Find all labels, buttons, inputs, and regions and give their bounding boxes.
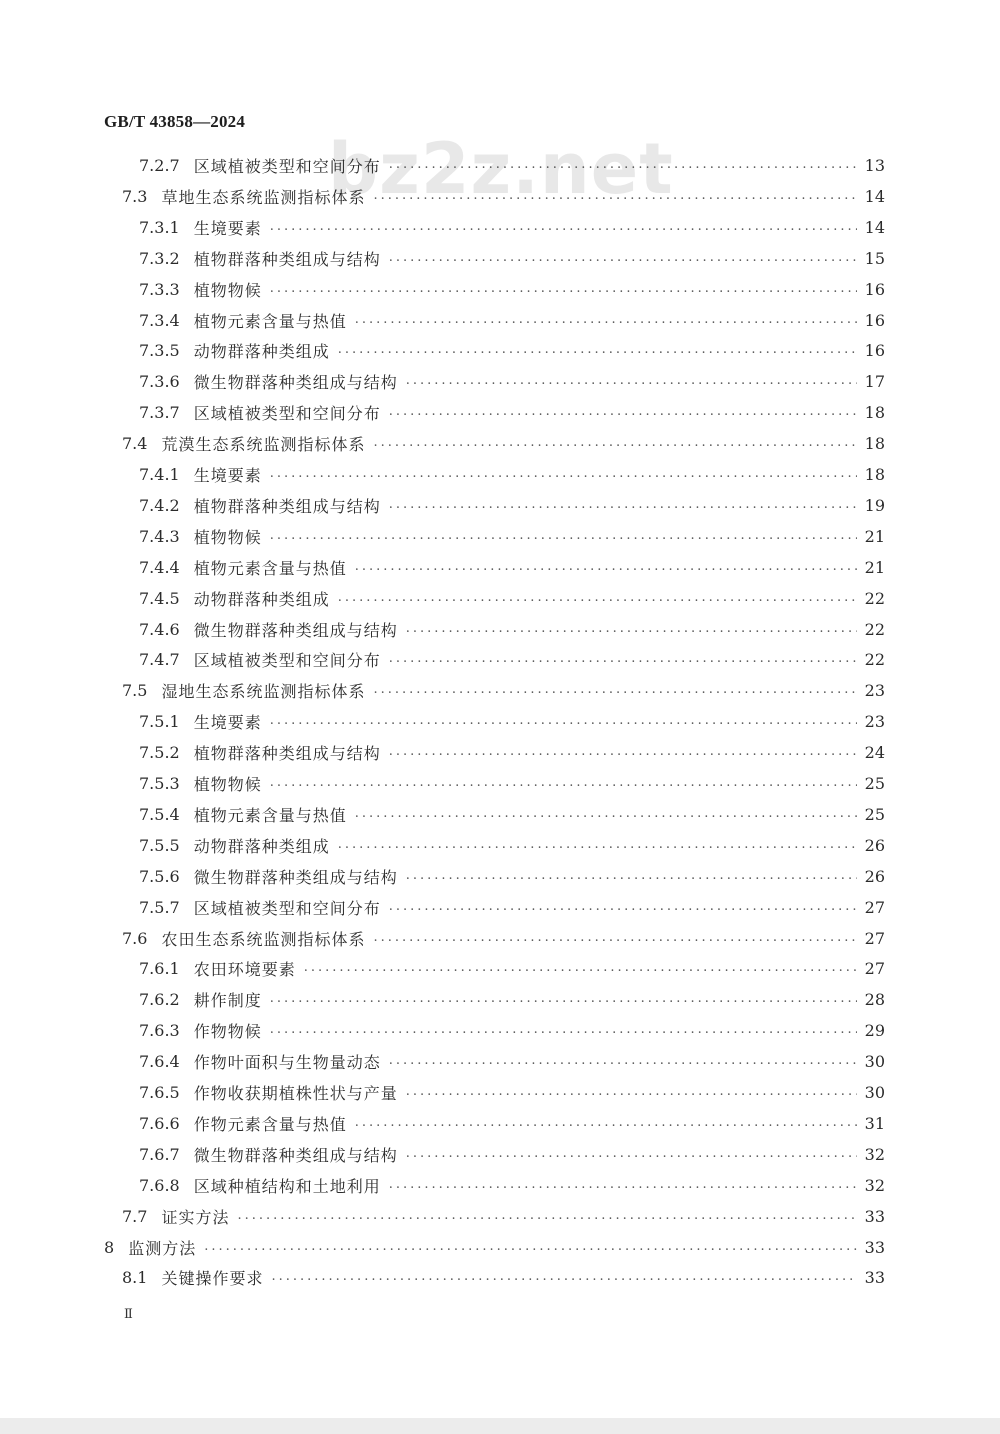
toc-entry-page: 26: [864, 835, 885, 855]
toc-entry-number: 7.3.5: [139, 340, 180, 360]
toc-entry[interactable]: [122, 1264, 885, 1290]
toc-entry-page: 27: [864, 928, 885, 948]
toc-entry-title: 生境要素: [193, 712, 262, 732]
toc-leader-dots: [389, 399, 857, 425]
toc-entry-title: 生境要素: [193, 465, 262, 485]
toc-entry-number: 7.2.7: [139, 155, 180, 175]
toc-entry-title: 作物物候: [193, 1021, 262, 1041]
toc-leader-dots: [406, 863, 857, 889]
toc-entry[interactable]: [122, 1203, 885, 1229]
toc-entry-page: 23: [864, 680, 885, 700]
toc-leader-dots: [304, 955, 857, 981]
toc-entry-title: 区域植被类型和空间分布: [193, 898, 381, 918]
toc-entry-page: 26: [864, 866, 885, 886]
toc-entry[interactable]: [139, 708, 885, 734]
toc-entry-number: 7.5.1: [139, 711, 180, 731]
toc-entry-page: 14: [864, 217, 885, 237]
toc-leader-dots: [389, 245, 857, 271]
toc-entry-page: 25: [864, 804, 885, 824]
toc-entry-page: 27: [864, 958, 885, 978]
toc-entry-number: 7.3.3: [139, 279, 180, 299]
toc-leader-dots: [406, 1079, 857, 1105]
toc-entry[interactable]: [139, 307, 885, 333]
toc-entry-page: 25: [864, 773, 885, 793]
toc-leader-dots: [373, 925, 857, 951]
viewer-bottom-bar: [0, 1418, 1000, 1434]
toc-leader-dots: [373, 183, 857, 209]
toc-entry[interactable]: [139, 832, 885, 858]
toc-entry[interactable]: [139, 616, 885, 642]
toc-entry-number: 7.6.6: [139, 1113, 180, 1133]
page-number-footer: Ⅱ: [124, 1306, 133, 1321]
toc-leader-dots: [389, 1048, 857, 1074]
toc-leader-dots: [373, 430, 857, 456]
toc-leader-dots: [406, 616, 857, 642]
toc-entry-title: 湿地生态系统监测指标体系: [161, 681, 366, 701]
toc-entry-number: 7.4.5: [139, 588, 180, 608]
toc-entry-title: 区域植被类型和空间分布: [193, 403, 381, 423]
toc-entry-number: 7.3.7: [139, 402, 180, 422]
toc-leader-dots: [355, 554, 857, 580]
toc-entry[interactable]: [122, 925, 885, 951]
toc-entry-title: 植物群落种类组成与结构: [193, 496, 381, 516]
toc-entry[interactable]: [122, 183, 885, 209]
toc-entry[interactable]: [139, 1079, 885, 1105]
toc-leader-dots: [270, 523, 857, 549]
toc-entry-page: 23: [864, 711, 885, 731]
standard-number-header: GB/T 43858—2024: [104, 112, 246, 131]
toc-entry[interactable]: [139, 863, 885, 889]
toc-entry-page: 21: [864, 526, 885, 546]
toc-entry-page: 28: [864, 989, 885, 1009]
toc-entry-title: 耕作制度: [193, 990, 262, 1010]
toc-entry-title: 微生物群落种类组成与结构: [193, 867, 398, 887]
toc-entry[interactable]: [139, 399, 885, 425]
toc-entry-title: 区域植被类型和空间分布: [193, 156, 381, 176]
toc-leader-dots: [355, 1110, 857, 1136]
toc-entry[interactable]: [139, 1172, 885, 1198]
toc-entry-title: 植物物候: [193, 527, 262, 547]
toc-entry-number: 7.4: [122, 433, 148, 453]
toc-entry-title: 区域种植结构和土地利用: [193, 1176, 381, 1196]
toc-entry[interactable]: [139, 276, 885, 302]
toc-entry-page: 16: [864, 310, 885, 330]
toc-entry-page: 13: [864, 155, 885, 175]
toc-entry-page: 24: [864, 742, 885, 762]
toc-entry-page: 29: [864, 1020, 885, 1040]
toc-entry-page: 33: [864, 1267, 885, 1287]
toc-entry-title: 作物元素含量与热值: [193, 1114, 347, 1134]
toc-entry-page: 30: [864, 1082, 885, 1102]
toc-entry-number: 7.3.6: [139, 371, 180, 391]
toc-leader-dots: [389, 739, 857, 765]
toc-entry-number: 7.6.5: [139, 1082, 180, 1102]
toc-leader-dots: [389, 152, 857, 178]
toc-entry-number: 7.5.3: [139, 773, 180, 793]
toc-entry-number: 8: [104, 1237, 115, 1257]
toc-entry-number: 7.4.6: [139, 619, 180, 639]
toc-leader-dots: [373, 677, 857, 703]
toc-leader-dots: [270, 986, 857, 1012]
toc-entry-title: 作物收获期植株性状与产量: [193, 1083, 398, 1103]
toc-leader-dots: [270, 214, 857, 240]
toc-entry-number: 7.4.1: [139, 464, 180, 484]
toc-leader-dots: [338, 832, 857, 858]
toc-entry-title: 微生物群落种类组成与结构: [193, 1145, 398, 1165]
toc-leader-dots: [270, 1017, 857, 1043]
toc-entry-title: 微生物群落种类组成与结构: [193, 620, 398, 640]
toc-entry-number: 7.6: [122, 928, 148, 948]
toc-entry[interactable]: [139, 1017, 885, 1043]
toc-entry-page: 32: [864, 1144, 885, 1164]
toc-entry-number: 7.6.8: [139, 1175, 180, 1195]
toc-entry-page: 32: [864, 1175, 885, 1195]
toc-entry-number: 7.5.4: [139, 804, 180, 824]
watermark: bz2z.net: [328, 128, 674, 210]
toc-entry-title: 荒漠生态系统监测指标体系: [161, 434, 366, 454]
toc-leader-dots: [237, 1203, 857, 1229]
toc-leader-dots: [338, 585, 857, 611]
toc-entry-number: 7.5.2: [139, 742, 180, 762]
toc-entry-page: 16: [864, 279, 885, 299]
toc-entry-page: 27: [864, 897, 885, 917]
toc-entry[interactable]: [139, 368, 885, 394]
toc-leader-dots: [270, 461, 857, 487]
toc-entry-title: 动物群落种类组成: [193, 341, 330, 361]
toc-entry-number: 7.4.2: [139, 495, 180, 515]
toc-entry-title: 证实方法: [161, 1207, 230, 1227]
toc-entry-page: 18: [864, 433, 885, 453]
toc-entry[interactable]: [139, 1110, 885, 1136]
toc-entry-page: 14: [864, 186, 885, 206]
toc-entry-title: 动物群落种类组成: [193, 589, 330, 609]
toc-leader-dots: [204, 1234, 857, 1260]
toc-entry-title: 植物元素含量与热值: [193, 311, 347, 331]
toc-entry-number: 7.6.2: [139, 989, 180, 1009]
toc-entry[interactable]: [139, 214, 885, 240]
toc-entry-page: 19: [864, 495, 885, 515]
toc-entry-page: 21: [864, 557, 885, 577]
toc-leader-dots: [389, 646, 857, 672]
toc-entry-number: 7.6.3: [139, 1020, 180, 1040]
toc-entry-page: 15: [864, 248, 885, 268]
toc-entry-number: 7.5.7: [139, 897, 180, 917]
toc-entry-title: 植物群落种类组成与结构: [193, 743, 381, 763]
toc-entry-number: 8.1: [122, 1267, 148, 1287]
toc-entry-page: 16: [864, 340, 885, 360]
toc-entry[interactable]: [139, 523, 885, 549]
toc-leader-dots: [389, 894, 857, 920]
toc-entry-number: 7.3: [122, 186, 148, 206]
toc-entry-page: 31: [864, 1113, 885, 1133]
toc-entry-number: 7.5.6: [139, 866, 180, 886]
toc-entry-page: 33: [864, 1206, 885, 1226]
toc-entry-title: 作物叶面积与生物量动态: [193, 1052, 381, 1072]
toc-leader-dots: [271, 1264, 857, 1290]
toc-entry[interactable]: [139, 894, 885, 920]
toc-entry[interactable]: [139, 646, 885, 672]
toc-leader-dots: [270, 708, 857, 734]
toc-entry-title: 关键操作要求: [161, 1268, 264, 1288]
toc-leader-dots: [406, 1141, 857, 1167]
toc-entry-title: 植物元素含量与热值: [193, 805, 347, 825]
toc-entry[interactable]: [139, 492, 885, 518]
toc-entry-number: 7.5.5: [139, 835, 180, 855]
toc-leader-dots: [338, 337, 857, 363]
toc-entry-number: 7.7: [122, 1206, 148, 1226]
toc-entry[interactable]: [139, 245, 885, 271]
toc-entry[interactable]: [139, 337, 885, 363]
toc-entry-number: 7.6.4: [139, 1051, 180, 1071]
toc-entry-number: 7.6.1: [139, 958, 180, 978]
toc-entry-number: 7.5: [122, 680, 148, 700]
toc-entry[interactable]: [122, 430, 885, 456]
toc-entry-number: 7.3.2: [139, 248, 180, 268]
toc-entry-number: 7.4.3: [139, 526, 180, 546]
toc-entry-title: 植物元素含量与热值: [193, 558, 347, 578]
toc-entry-title: 植物物候: [193, 280, 262, 300]
toc-entry-page: 33: [864, 1237, 885, 1257]
toc-entry[interactable]: [139, 1048, 885, 1074]
toc-leader-dots: [406, 368, 857, 394]
toc-entry[interactable]: [139, 152, 885, 178]
toc-entry[interactable]: [122, 677, 885, 703]
toc-entry-title: 微生物群落种类组成与结构: [193, 372, 398, 392]
toc-leader-dots: [270, 276, 857, 302]
toc-entry[interactable]: [104, 1234, 885, 1260]
toc-entry-title: 植物群落种类组成与结构: [193, 249, 381, 269]
toc-leader-dots: [355, 307, 857, 333]
toc-entry-page: 30: [864, 1051, 885, 1071]
toc-entry[interactable]: [139, 461, 885, 487]
toc-entry-number: 7.4.7: [139, 649, 180, 669]
toc-entry-number: 7.6.7: [139, 1144, 180, 1164]
toc-entry-number: 7.3.1: [139, 217, 180, 237]
toc-entry-title: 区域植被类型和空间分布: [193, 650, 381, 670]
toc-entry[interactable]: [139, 585, 885, 611]
toc-entry[interactable]: [139, 986, 885, 1012]
toc-leader-dots: [355, 801, 857, 827]
toc-entry-number: 7.4.4: [139, 557, 180, 577]
toc-entry-title: 农田生态系统监测指标体系: [161, 929, 366, 949]
toc-entry-page: 22: [864, 619, 885, 639]
toc-entry-page: 22: [864, 588, 885, 608]
toc-entry[interactable]: [139, 1141, 885, 1167]
toc-entry-title: 监测方法: [128, 1238, 197, 1258]
toc-entry-number: 7.3.4: [139, 310, 180, 330]
toc-entry[interactable]: [139, 770, 885, 796]
toc-entry-title: 动物群落种类组成: [193, 836, 330, 856]
toc-entry-title: 农田环境要素: [193, 959, 296, 979]
toc-entry-page: 18: [864, 464, 885, 484]
toc-entry-title: 生境要素: [193, 218, 262, 238]
toc-leader-dots: [270, 770, 857, 796]
toc-entry[interactable]: [139, 801, 885, 827]
toc-entry-page: 22: [864, 649, 885, 669]
toc-leader-dots: [389, 1172, 857, 1198]
toc-entry-page: 18: [864, 402, 885, 422]
toc-entry[interactable]: [139, 554, 885, 580]
toc-leader-dots: [389, 492, 857, 518]
toc-entry[interactable]: [139, 739, 885, 765]
toc-entry[interactable]: [139, 955, 885, 981]
toc-entry-title: 草地生态系统监测指标体系: [161, 187, 366, 207]
toc-entry-page: 17: [864, 371, 885, 391]
toc-entry-title: 植物物候: [193, 774, 262, 794]
